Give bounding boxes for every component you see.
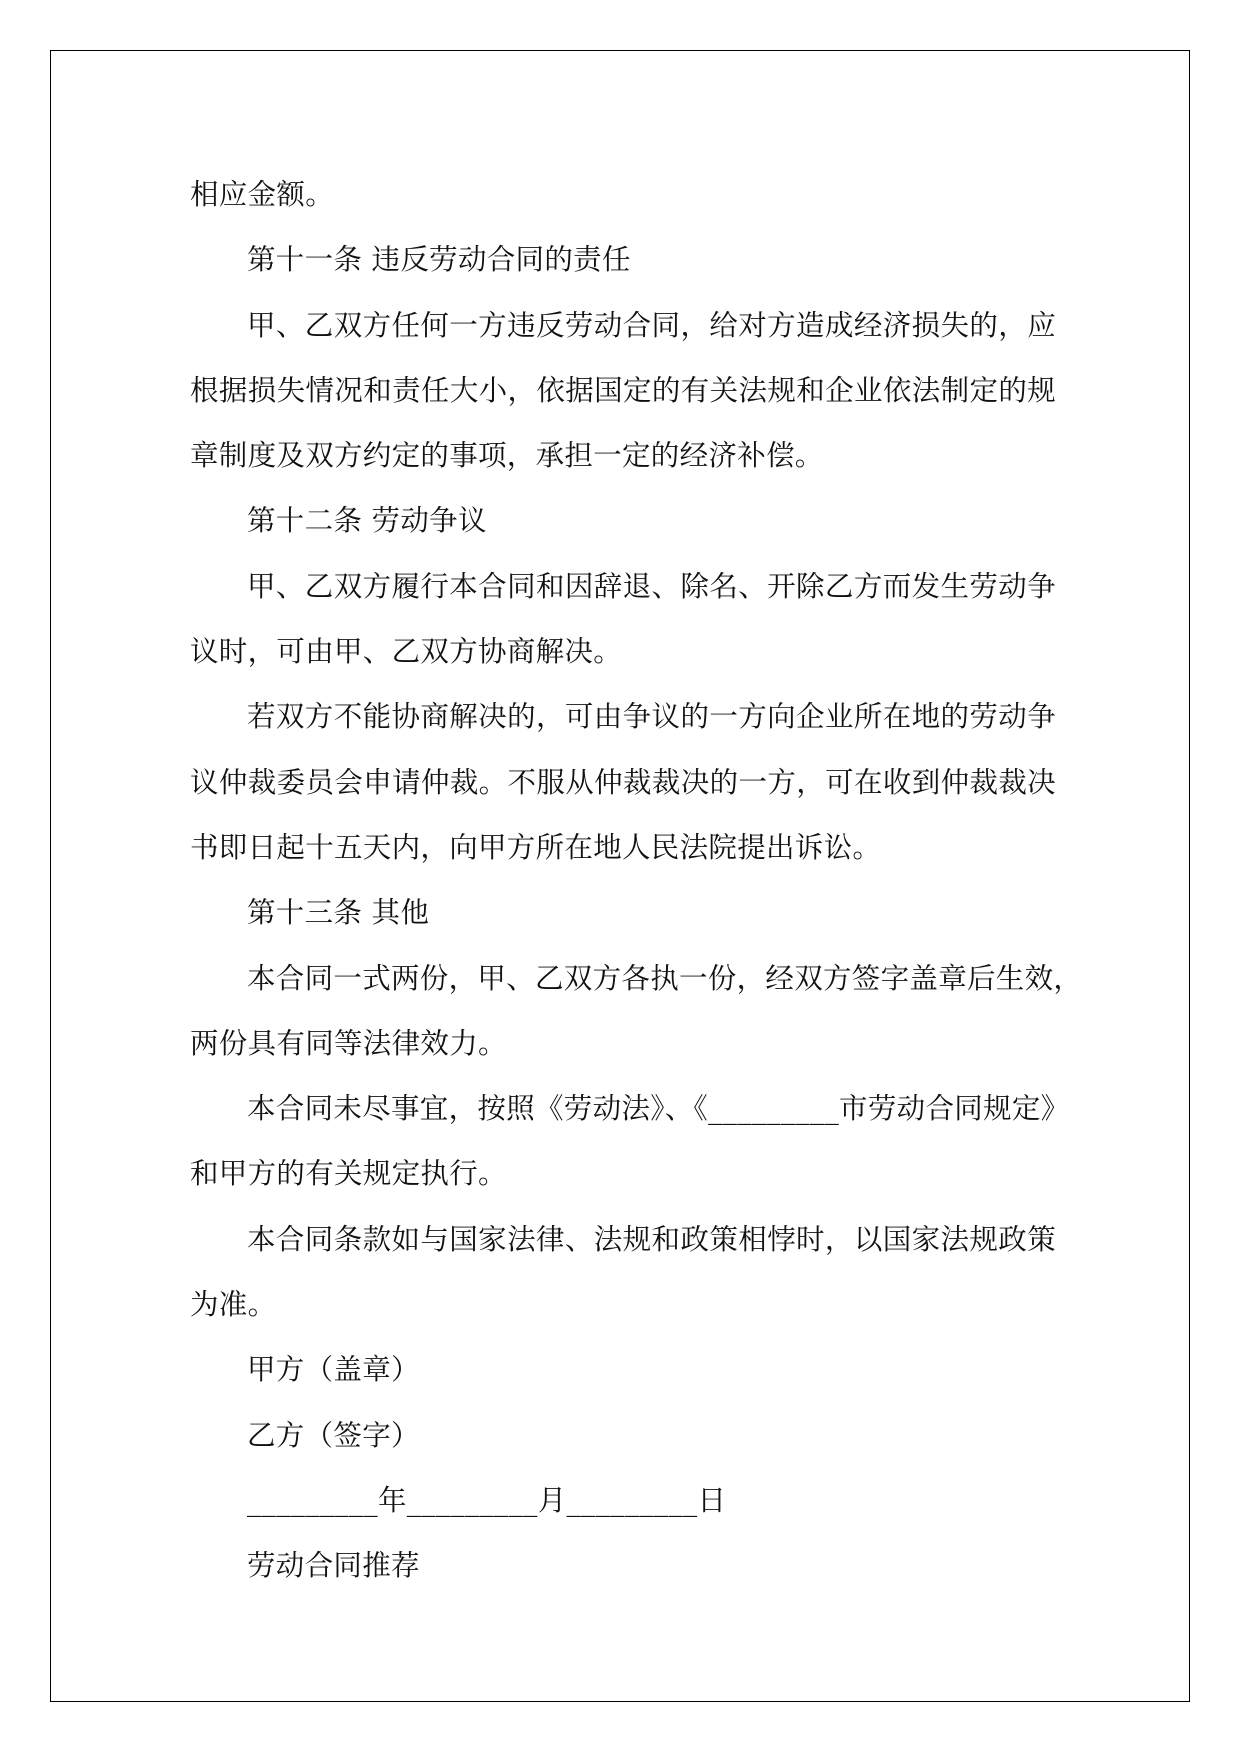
party-a-seal-line: 甲方（盖章） <box>247 1353 420 1387</box>
paragraph-line: 两份具有同等法律效力。 <box>190 1026 507 1060</box>
paragraph-line: 议时，可由甲、乙双方协商解决。 <box>190 635 623 669</box>
recommendation-heading: 劳动合同推荐 <box>247 1549 420 1583</box>
paragraph-line: 书即日起十五天内，向甲方所在地人民法院提出诉讼。 <box>190 830 882 864</box>
article-11-heading: 第十一条 违反劳动合同的责任 <box>247 243 631 277</box>
paragraph-line: 本合同一式两份，甲、乙双方各执一份，经双方签字盖章后生效， <box>247 961 1083 995</box>
article-12-heading: 第十二条 劳动争议 <box>247 504 487 538</box>
paragraph-line: 若双方不能协商解决的，可由争议的一方向企业所在地的劳动争 <box>247 700 1056 734</box>
paragraph-line: 和甲方的有关规定执行。 <box>190 1157 507 1191</box>
paragraph-line: 根据损失情况和责任大小，依据国定的有关法规和企业依法制定的规 <box>190 373 1056 407</box>
paragraph-line: 相应金额。 <box>190 178 335 211</box>
paragraph-line: 本合同条款如与国家法律、法规和政策相悖时，以国家法规政策 <box>247 1222 1056 1256</box>
party-b-signature-line: 乙方（签字） <box>247 1418 420 1452</box>
paragraph-line: 议仲裁委员会申请仲裁。不服从仲裁裁决的一方，可在收到仲裁裁决 <box>190 765 1056 799</box>
article-13-heading: 第十三条 其他 <box>247 896 430 930</box>
date-line: _________年_________月_________日 <box>247 1483 727 1517</box>
paragraph-line: 甲、乙双方履行本合同和因辞退、除名、开除乙方而发生劳动争 <box>247 569 1056 603</box>
paragraph-line: 为准。 <box>190 1288 277 1322</box>
paragraph-line: 章制度及双方约定的事项，承担一定的经济补偿。 <box>190 439 824 473</box>
paragraph-line: 本合同未尽事宜，按照《劳动法》、《_________市劳动合同规定》 <box>247 1092 1070 1126</box>
document-body <box>190 162 1083 1599</box>
paragraph-line: 甲、乙双方任何一方违反劳动合同，给对方造成经济损失的，应 <box>247 308 1056 342</box>
